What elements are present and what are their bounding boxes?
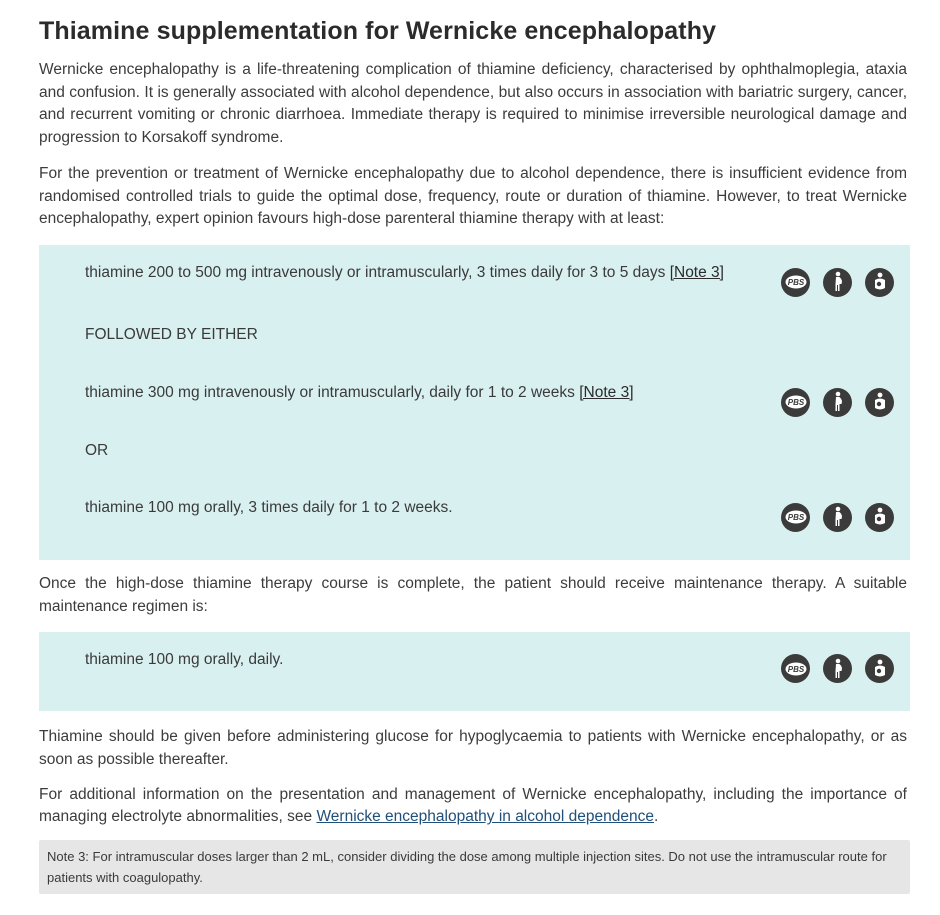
breastfeeding-icon[interactable]: [865, 388, 894, 417]
pregnancy-icon[interactable]: [823, 388, 852, 417]
pregnancy-icon[interactable]: [823, 503, 852, 532]
page-title: Thiamine supplementation for Wernicke encephalopathy: [39, 17, 717, 45]
regimen-icons: [781, 503, 894, 532]
note-3-link[interactable]: [Note 3]: [669, 263, 724, 281]
svg-text:PBS: PBS: [787, 398, 804, 408]
svg-text:PBS: PBS: [787, 513, 804, 523]
regimen-text: thiamine 100 mg orally, 3 times daily for 1 to 2 weeks.: [85, 498, 453, 516]
svg-text:PBS: PBS: [787, 278, 804, 288]
evidence-paragraph: For the prevention or treatment of Wernicke encephalopathy due to alcohol dependence, there is insufficient evidence from randomised controlled trials to guide the optimal dose, frequency, route or duration of thiamine. However, to treat Wernicke encephalopathy, expert opinion favours high-dose parenteral thiamine therapy with at least:: [39, 164, 907, 228]
pbs-icon[interactable]: [781, 503, 810, 532]
intro-paragraph: Wernicke encephalopathy is a life-threatening complication of thiamine deficiency, characterised by ophthalmoplegia, ataxia and confusion. It is generally associated with alcohol dependence, but also occurs in association with bariatric surgery, cancer, and recurrent vomiting or chronic diarrhoea. Immediate therapy is required to minimise irreversible neurological damage and progression to Korsakoff syndrome.: [39, 61, 907, 147]
pregnancy-icon[interactable]: [823, 268, 852, 297]
svg-text:PBS: PBS: [787, 664, 804, 674]
additional-info-paragraph: For additional information on the presentation and management of Wernicke encephalopathy, including the importance of managing electrolyte abnormalities, see Wernicke encephalopathy in alcohol dependence.: [39, 785, 907, 826]
regimen-icons: [781, 268, 894, 297]
regimen-icons: [781, 388, 894, 417]
regimen-text: thiamine 200 to 500 mg intravenously or intramuscularly, 3 times daily for 3 to 5 days: [85, 263, 670, 281]
footnote-note-3: Note 3: For intramuscular doses larger than 2 mL, consider dividing the dose among multiple injection sites. Do not use the intramuscular route for patients with coagulopathy.: [39, 840, 910, 894]
regimen-text: thiamine 100 mg orally, daily.: [85, 651, 284, 669]
breastfeeding-icon[interactable]: [865, 268, 894, 297]
note-3-link[interactable]: [Note 3]: [579, 383, 634, 401]
pbs-icon[interactable]: [781, 268, 810, 297]
glucose-paragraph: Thiamine should be given before administering glucose for hypoglycaemia to patients with Wernicke encephalopathy, or as soon as possible thereafter.: [39, 728, 907, 769]
high-dose-regimen-panel: thiamine 200 to 500 mg intravenously or intramuscularly, 3 times daily for 3 to 5 days [Note 3] PBS FOLLOWED BY EITHER thiamine 300 mg intravenously or intramuscularly, daily for 1 to 2 weeks [Note 3] PBS OR thiamine 100 mg orally, 3 times daily for 1 to 2 weeks. PBS: [39, 245, 910, 560]
maintenance-regimen-panel: [39, 632, 910, 711]
breastfeeding-icon[interactable]: [865, 654, 894, 683]
pbs-icon[interactable]: [781, 388, 810, 417]
wernicke-alcohol-dependence-link[interactable]: Wernicke encephalopathy in alcohol dependence: [316, 808, 654, 826]
regimen-text: thiamine 300 mg intravenously or intramuscularly, daily for 1 to 2 weeks: [85, 383, 580, 401]
breastfeeding-icon[interactable]: [865, 503, 894, 532]
pbs-icon[interactable]: [781, 654, 810, 683]
regimen-icons: [781, 654, 894, 683]
maintenance-intro-paragraph: Once the high-dose thiamine therapy course is complete, the patient should receive maintenance therapy. A suitable maintenance regimen is:: [39, 574, 907, 615]
pregnancy-icon[interactable]: [823, 654, 852, 683]
